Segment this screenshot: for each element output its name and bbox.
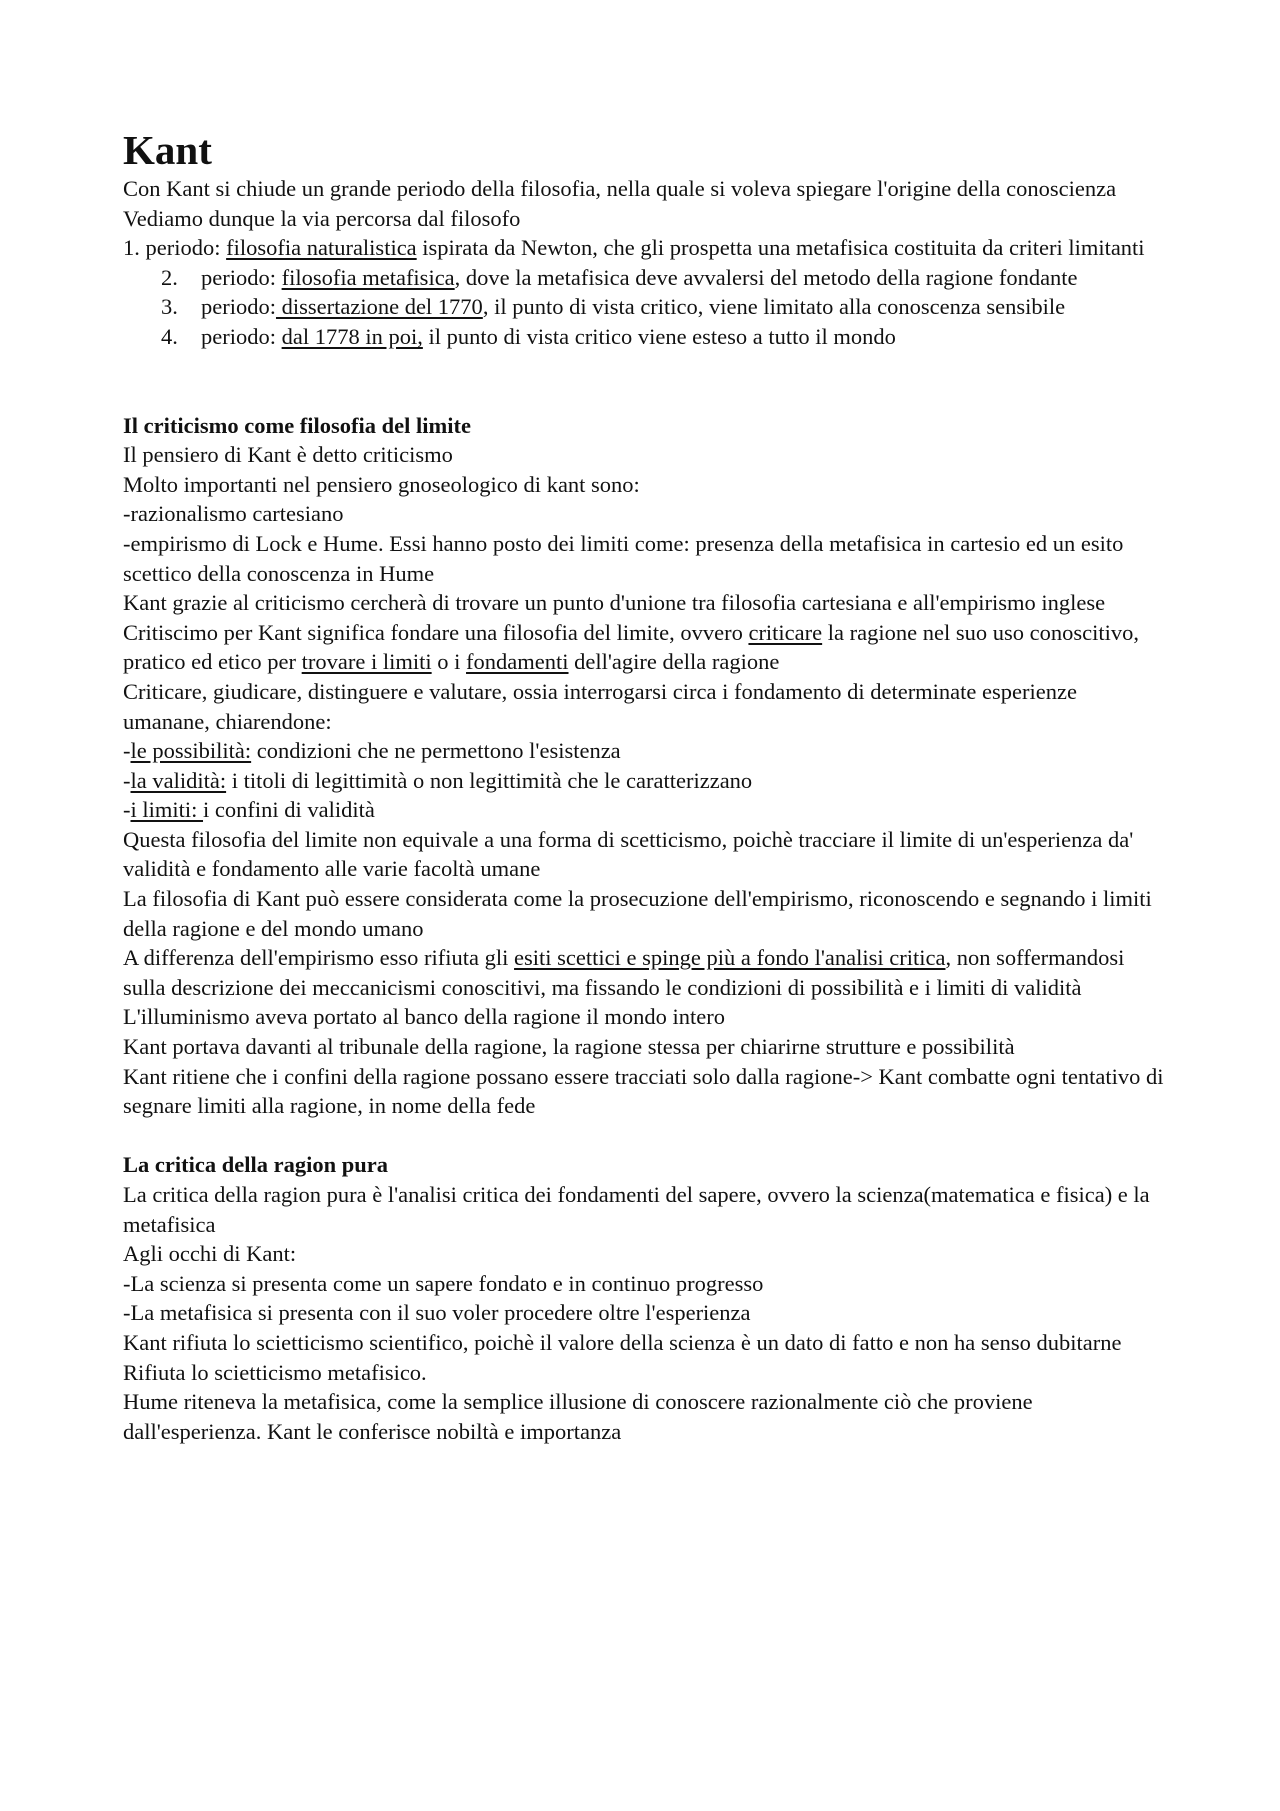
- periods-list: [123, 263, 1168, 352]
- paragraph: Kant grazie al criticismo cercherà di trovare un punto d'unione tra filosofia cartesiana e all'empirismo inglese: [123, 590, 1106, 616]
- dash: -: [123, 767, 131, 793]
- underlined-text: le possibilità:: [130, 738, 252, 764]
- item-prefix: periodo:: [201, 264, 282, 290]
- item-suffix: , dove la metafisica deve avvalersi del metodo della ragione fondante: [454, 264, 1078, 290]
- section-heading-criticismo: Il criticismo come filosofia del limite: [123, 412, 472, 438]
- paragraph: -La metafisica si presenta con il suo voler procedere oltre l'esperienza: [123, 1300, 751, 1326]
- underlined-text: la validità:: [130, 767, 227, 793]
- paragraph: Kant portava davanti al tribunale della ragione, la ragione stessa per chiarirne strutture e possibilità: [123, 1034, 1015, 1060]
- list-number: 2.: [161, 264, 178, 290]
- text-run: , non soffermandosi sulla descrizione dei meccanicismi conoscitivi, ma fissando le condizioni di possibilità e i limiti di validità: [123, 945, 1125, 1000]
- text-run: Critiscimo per Kant significa fondare una filosofia del limite, ovvero: [123, 619, 749, 645]
- paragraph: L'illuminismo aveva portato al banco della ragione il mondo intero: [123, 1004, 726, 1030]
- item-prefix: periodo:: [201, 294, 276, 320]
- underlined-text: criticare: [748, 619, 823, 645]
- text-run: o i: [431, 649, 467, 675]
- paragraph: Rifiuta lo scietticismo metafisico.: [123, 1359, 427, 1385]
- period-1-underlined: filosofia naturalistica: [226, 235, 417, 261]
- text-run: condizioni che ne permettono l'esistenza: [251, 738, 621, 764]
- paragraph: Kant rifiuta lo scietticismo scientifico, poichè il valore della scienza è un dato di fatto e non ha senso dubitarne: [123, 1329, 1122, 1355]
- text-run: la ragione nel suo uso conoscitivo, pratico ed etico per: [123, 619, 1139, 675]
- paragraph: Molto importanti nel pensiero gnoseologico di kant sono:: [123, 471, 640, 497]
- intro-paragraph-2: Vediamo dunque la via percorsa dal filosofo: [123, 205, 521, 231]
- spacer: [123, 352, 1168, 411]
- paragraph: [123, 618, 1168, 677]
- text-run: i titoli di legittimità o non legittimità che le caratterizzano: [226, 767, 753, 793]
- paragraph: La filosofia di Kant può essere considerata come la prosecuzione dell'empirismo, riconoscendo e segnando i limiti della ragione e del mondo umano: [123, 886, 1152, 941]
- list-item: [161, 322, 1168, 352]
- intro-paragraph-1: Con Kant si chiude un grande periodo della filosofia, nella quale si voleva spiegare l'origine della conoscienza: [123, 176, 1117, 201]
- list-item: [123, 795, 1168, 825]
- period-1-prefix: 1. periodo:: [123, 235, 227, 261]
- paragraph: Questa filosofia del limite non equivale a una forma di scetticismo, poichè tracciare il limite di un'esperienza da' validità e fondamento alle varie facoltà umane: [123, 826, 1134, 882]
- dash: -: [123, 738, 131, 764]
- dash: -: [123, 797, 131, 823]
- item-suffix: il punto di vista critico viene esteso a tutto il mondo: [422, 323, 896, 349]
- item-underlined: dal 1778 in poi,: [281, 323, 423, 349]
- period-1: [123, 233, 1168, 263]
- period-1-suffix: ispirata da Newton, che gli prospetta una metafisica costituita da criteri limitanti: [416, 235, 1145, 261]
- text-run: dell'agire della ragione: [568, 649, 780, 675]
- paragraph: Il pensiero di Kant è detto criticismo: [123, 442, 453, 468]
- document-page: [123, 126, 1168, 1446]
- paragraph: Kant ritiene che i confini della ragione possano essere tracciati solo dalla ragione-> Kant combatte ogni tentativo di segnare limiti alla ragione, in nome della fede: [123, 1063, 1164, 1119]
- list-item: [123, 736, 1168, 766]
- item-underlined: filosofia metafisica: [281, 264, 455, 290]
- list-item: [161, 292, 1168, 322]
- paragraph: Hume riteneva la metafisica, come la semplice illusione di conoscere razionalmente ciò che proviene dall'esperienza. Kant le conferisce nobiltà e importanza: [123, 1389, 1033, 1444]
- underlined-text: fondamenti: [466, 649, 569, 675]
- document-title: Kant: [123, 127, 212, 173]
- list-item: [123, 766, 1168, 796]
- text-run: A differenza dell'empirismo esso rifiuta gli: [123, 945, 515, 971]
- paragraph: -La scienza si presenta come un sapere fondato e in continuo progresso: [123, 1270, 764, 1296]
- section-heading-ragion-pura: La critica della ragion pura: [123, 1152, 388, 1178]
- text-run: i confini di validità: [203, 797, 375, 823]
- paragraph: Agli occhi di Kant:: [123, 1241, 297, 1267]
- list-item: [161, 263, 1168, 293]
- item-underlined: dissertazione del 1770: [275, 294, 483, 320]
- paragraph: Criticare, giudicare, distinguere e valutare, ossia interrogarsi circa i fondamento di determinate esperienze umanane, chiarendone:: [123, 678, 1077, 734]
- item-prefix: periodo:: [201, 323, 282, 349]
- underlined-text: trovare i limiti: [301, 649, 432, 675]
- underlined-text: esiti scettici e spinge più a fondo l'analisi critica: [514, 945, 946, 971]
- paragraph: [123, 943, 1168, 1002]
- list-number: 4.: [161, 323, 178, 349]
- underlined-text: i limiti:: [130, 797, 204, 823]
- paragraph: -razionalismo cartesiano: [123, 501, 344, 527]
- paragraph: La critica della ragion pura è l'analisi critica dei fondamenti del sapere, ovvero la scienza(matematica e fisica) e la metafisica: [123, 1182, 1150, 1237]
- paragraph: -empirismo di Lock e Hume. Essi hanno posto dei limiti come: presenza della metafisica in cartesio ed un esito scettico della conoscenza in Hume: [123, 530, 1124, 586]
- item-suffix: , il punto di vista critico, viene limitato alla conoscenza sensibile: [482, 294, 1066, 320]
- list-number: 3.: [161, 294, 178, 320]
- spacer: [123, 1121, 1168, 1151]
